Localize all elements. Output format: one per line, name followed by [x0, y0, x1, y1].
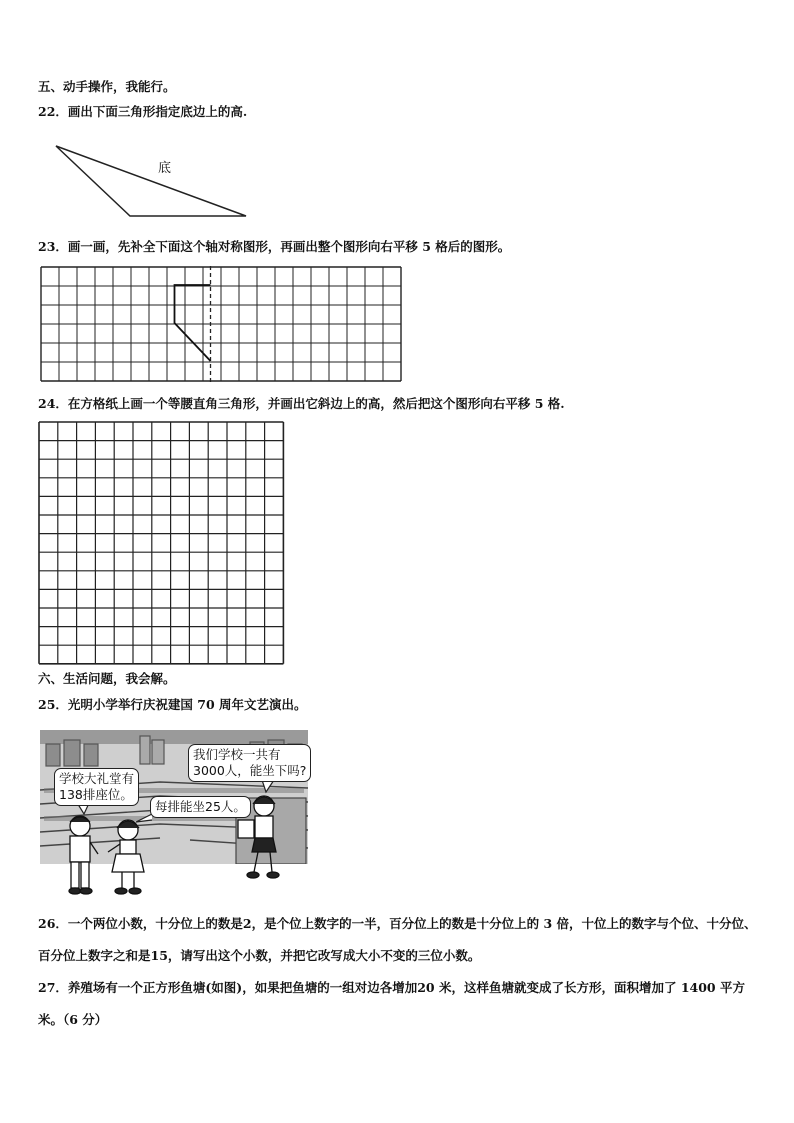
bubble-line: 138排座位。 — [59, 787, 133, 802]
question-25-text: 25．光明小学举行庆祝建国 70 周年文艺演出。 — [38, 697, 307, 712]
section-5-title: 五、动手操作，我能行。 — [38, 79, 176, 94]
grid-lines — [39, 422, 283, 664]
question-24-text: 24．在方格纸上画一个等腰直角三角形，并画出它斜边上的高，然后把这个图形向右平移 5 格. — [38, 396, 565, 411]
question-23-text: 23．画一画，先补全下面这个轴对称图形，再画出整个图形向右平移 5 格后的图形。 — [38, 239, 511, 254]
bubble-line: 我们学校一共有 — [193, 747, 281, 762]
speech-bubble-seats — [54, 768, 139, 806]
triangle-figure — [50, 140, 255, 222]
bubble-line: 3000人，能坐下吗? — [193, 763, 307, 778]
base-label: 底 — [158, 161, 172, 176]
symmetry-grid — [40, 266, 402, 384]
question-27-text: 27．养殖场有一个正方形鱼塘(如图)，如果把鱼塘的一组对边各增加20 米，这样鱼塘就变成了长方形，面积增加了 1400 平方米。（6 分） — [38, 980, 745, 1027]
triangle-shape — [56, 146, 246, 216]
speech-bubble-per-row — [150, 796, 251, 818]
question-26-text: 26．一个两位小数，十分位上的数是2，是个位上数字的一半，百分位上的数是十分位上的 3 倍，十位上的数字与个位、十分位、百分位上数字之和是15，请写出这个小数，并把它改写成大小不变的三位小数。 — [38, 916, 757, 963]
grid-lines — [41, 267, 401, 381]
square-grid-paper — [38, 421, 288, 665]
bubble-line: 学校大礼堂有 — [59, 771, 135, 786]
speech-bubble-question — [188, 744, 311, 782]
auditorium-illustration — [40, 730, 310, 898]
half-figure — [175, 285, 211, 361]
section-6-title: 六、生活问题，我会解。 — [38, 671, 176, 686]
question-22-text: 22．画出下面三角形指定底边上的高. — [38, 104, 248, 119]
bubble-line: 每排能坐25人。 — [155, 799, 246, 814]
